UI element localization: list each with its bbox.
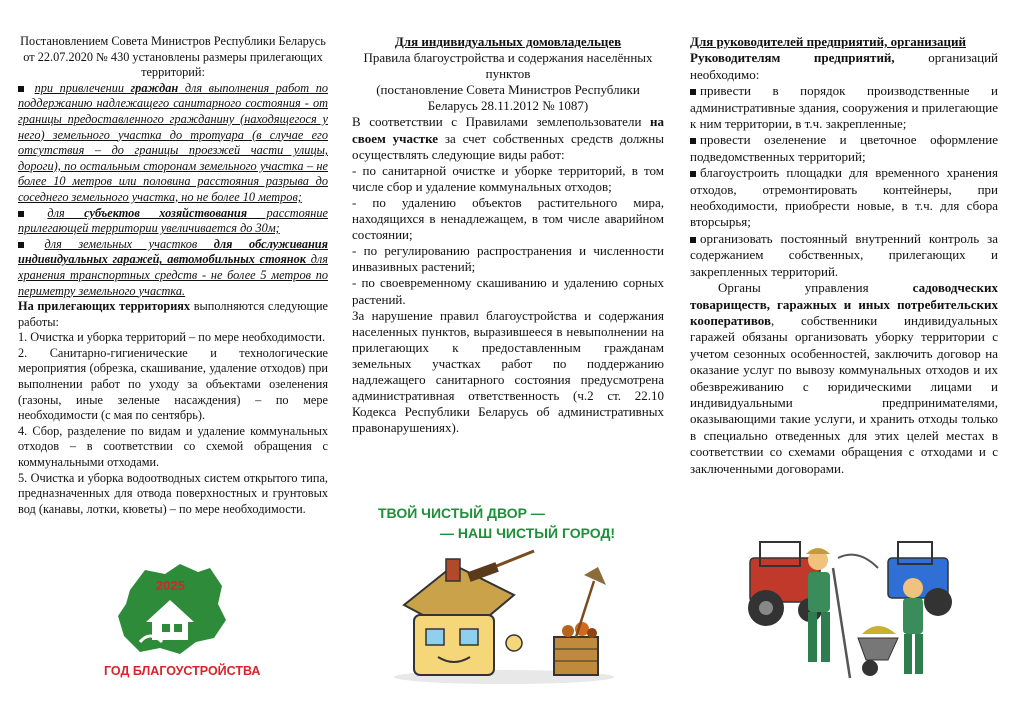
rule-item-3: - по регулированию распространения и численности инвазивных растений; xyxy=(352,243,664,275)
cleaning-house-illustration xyxy=(384,545,634,685)
bullet-icon xyxy=(690,237,696,243)
intro-text: Постановлением Совета Министров Республики Беларусь от 22.07.2020 № 430 установлены размеры прилегающих территорий: xyxy=(20,34,326,80)
work-item-2: 2. Санитарно-гигиенические и технологические мероприятия (обрезка, скашивание, удаление отходов) при выполнении работ по уходу за объектами озеленения (газоны, иные зеленые насаждения) – по мере необходимости (с мая по сентябрь). xyxy=(18,345,328,423)
column-homeowners xyxy=(352,34,664,436)
slogan-line-1: ТВОЙ ЧИСТЫЙ ДВОР — xyxy=(378,505,545,521)
bullet-icon xyxy=(18,211,24,217)
column-organizations xyxy=(690,34,998,477)
bullet-business: для субъектов хозяйствования расстояние прилегающей территории увеличивается до 30м; xyxy=(18,205,328,236)
bullet-icon xyxy=(18,86,24,92)
belarus-map-logo xyxy=(110,560,230,660)
rule-item-1: - по санитарной очистке и уборке территорий, в том числе сбор и удаление коммунальных отходов; xyxy=(352,162,664,194)
rule-item-2: - по удалению объектов растительного мира, находящихся в ненадлежащем, в том числе аварийном состоянии; xyxy=(352,194,664,243)
work-item-5: 5. Очистка и уборка водоотводных систем открытого типа, предназначенных для отвода поверхностных и грунтовых вод (канавы, лотки, кюветы) – по мере необходимости. xyxy=(18,470,328,516)
org-item-1: привести в порядок производственные и административные здания, сооружения и прилегающие к ним территории, в т.ч. закрепленные; xyxy=(690,83,998,132)
svg-text:2025: 2025 xyxy=(156,578,185,593)
bullet-icon xyxy=(690,89,696,95)
organizations-lead: Руководителям предприятий, организаций необходимо: xyxy=(690,50,999,82)
org-item-2: провести озеленение и цветочное оформление подведомственных территорий; xyxy=(690,132,998,164)
rules-decree: (постановление Совета Министров Республики Беларусь 28.11.2012 № 1087) xyxy=(376,82,640,114)
bullet-icon xyxy=(690,171,696,177)
rules-intro: В соответствии с Правилами землепользователи на своем участке за счет собственных средств должны осуществлять следующие виды работ: xyxy=(352,114,664,162)
cooperatives-text: Органы управления садоводческих товариществ, гаражных и иных потребительских кооперативов, собственники индивидуальных гаражей обязаны организовать уборку территории с учетом сезонных особенностей, заключить договор на оказание услуг по вывозу коммунальных отходов и их обезвреживанию с юридическими лицами и индивидуальными предпринимателями, оказывающими такие услуги, и хранить отходы только в специально отведенных для этих целей местах в соответствии со схемами обращения с отходами и с заключенными договорами. xyxy=(690,280,998,476)
slogan-line-2: — НАШ ЧИСТЫЙ ГОРОД! xyxy=(440,525,616,541)
org-item-3: благоустроить площадки для временного хранения отходов, отремонтировать контейнеры, при необходимости, приобрести новые, в т.ч. для сбора вторсырья; xyxy=(690,165,998,230)
work-item-4: 4. Сбор, разделение по видам и удаление коммунальных отходов – в соответствии со схемой обращения с коммунальными отходами. xyxy=(18,423,328,470)
logo-caption: ГОД БЛАГОУСТРОЙСТВА xyxy=(104,664,261,678)
bullet-garages: для земельных участков для обслуживания индивидуальных гаражей, автомобильных стоянок для хранения транспортных средств - не более 5 метров по периметру земельного участка. xyxy=(18,236,328,298)
bullet-icon xyxy=(690,138,696,144)
work-item-1: 1. Очистка и уборка территорий – по мере необходимости. xyxy=(18,330,326,345)
workers-illustration xyxy=(738,538,988,688)
liability-text: За нарушение правил благоустройства и содержания населенных пунктов, выразившееся в невыполнении на прилегающих к предоставленным гражданам земельных участках работ по поддержанию надлежащего санитарного состояния предусмотрена административная ответственность (ч.2 ст. 22.10 Кодекса Республики Беларусь об административных правонарушениях). xyxy=(352,307,664,436)
works-heading: На прилегающих территориях выполняются следующие работы: xyxy=(18,299,328,329)
organizations-heading: Для руководителей предприятий, организаций xyxy=(690,34,966,49)
column-residents-rules xyxy=(18,34,328,517)
bullet-citizens: при привлечении граждан для выполнения работ по поддержанию надлежащего санитарного состояния - от границы предоставленного гражданину (находящегося у него) земельного участка до тротуара (в случае его отсутствия – до границы проезжей части улицы, дороги), по остальным сторонам земельного участка – не более 10 метров или половина расстояния разрыва до соседнего земельного участка, но не более 10 метров; xyxy=(18,80,328,204)
bullet-icon xyxy=(18,242,24,248)
org-item-4: организовать постоянный внутренний контроль за содержанием собственных, прилегающих и закрепленных территорий. xyxy=(690,230,998,279)
rules-title: Правила благоустройства и содержания населённых пунктов xyxy=(363,50,653,82)
homeowners-heading: Для индивидуальных домовладельцев xyxy=(394,34,622,49)
rule-item-4: - по своевременному скашиванию и удалению сорных растений. xyxy=(352,275,664,307)
